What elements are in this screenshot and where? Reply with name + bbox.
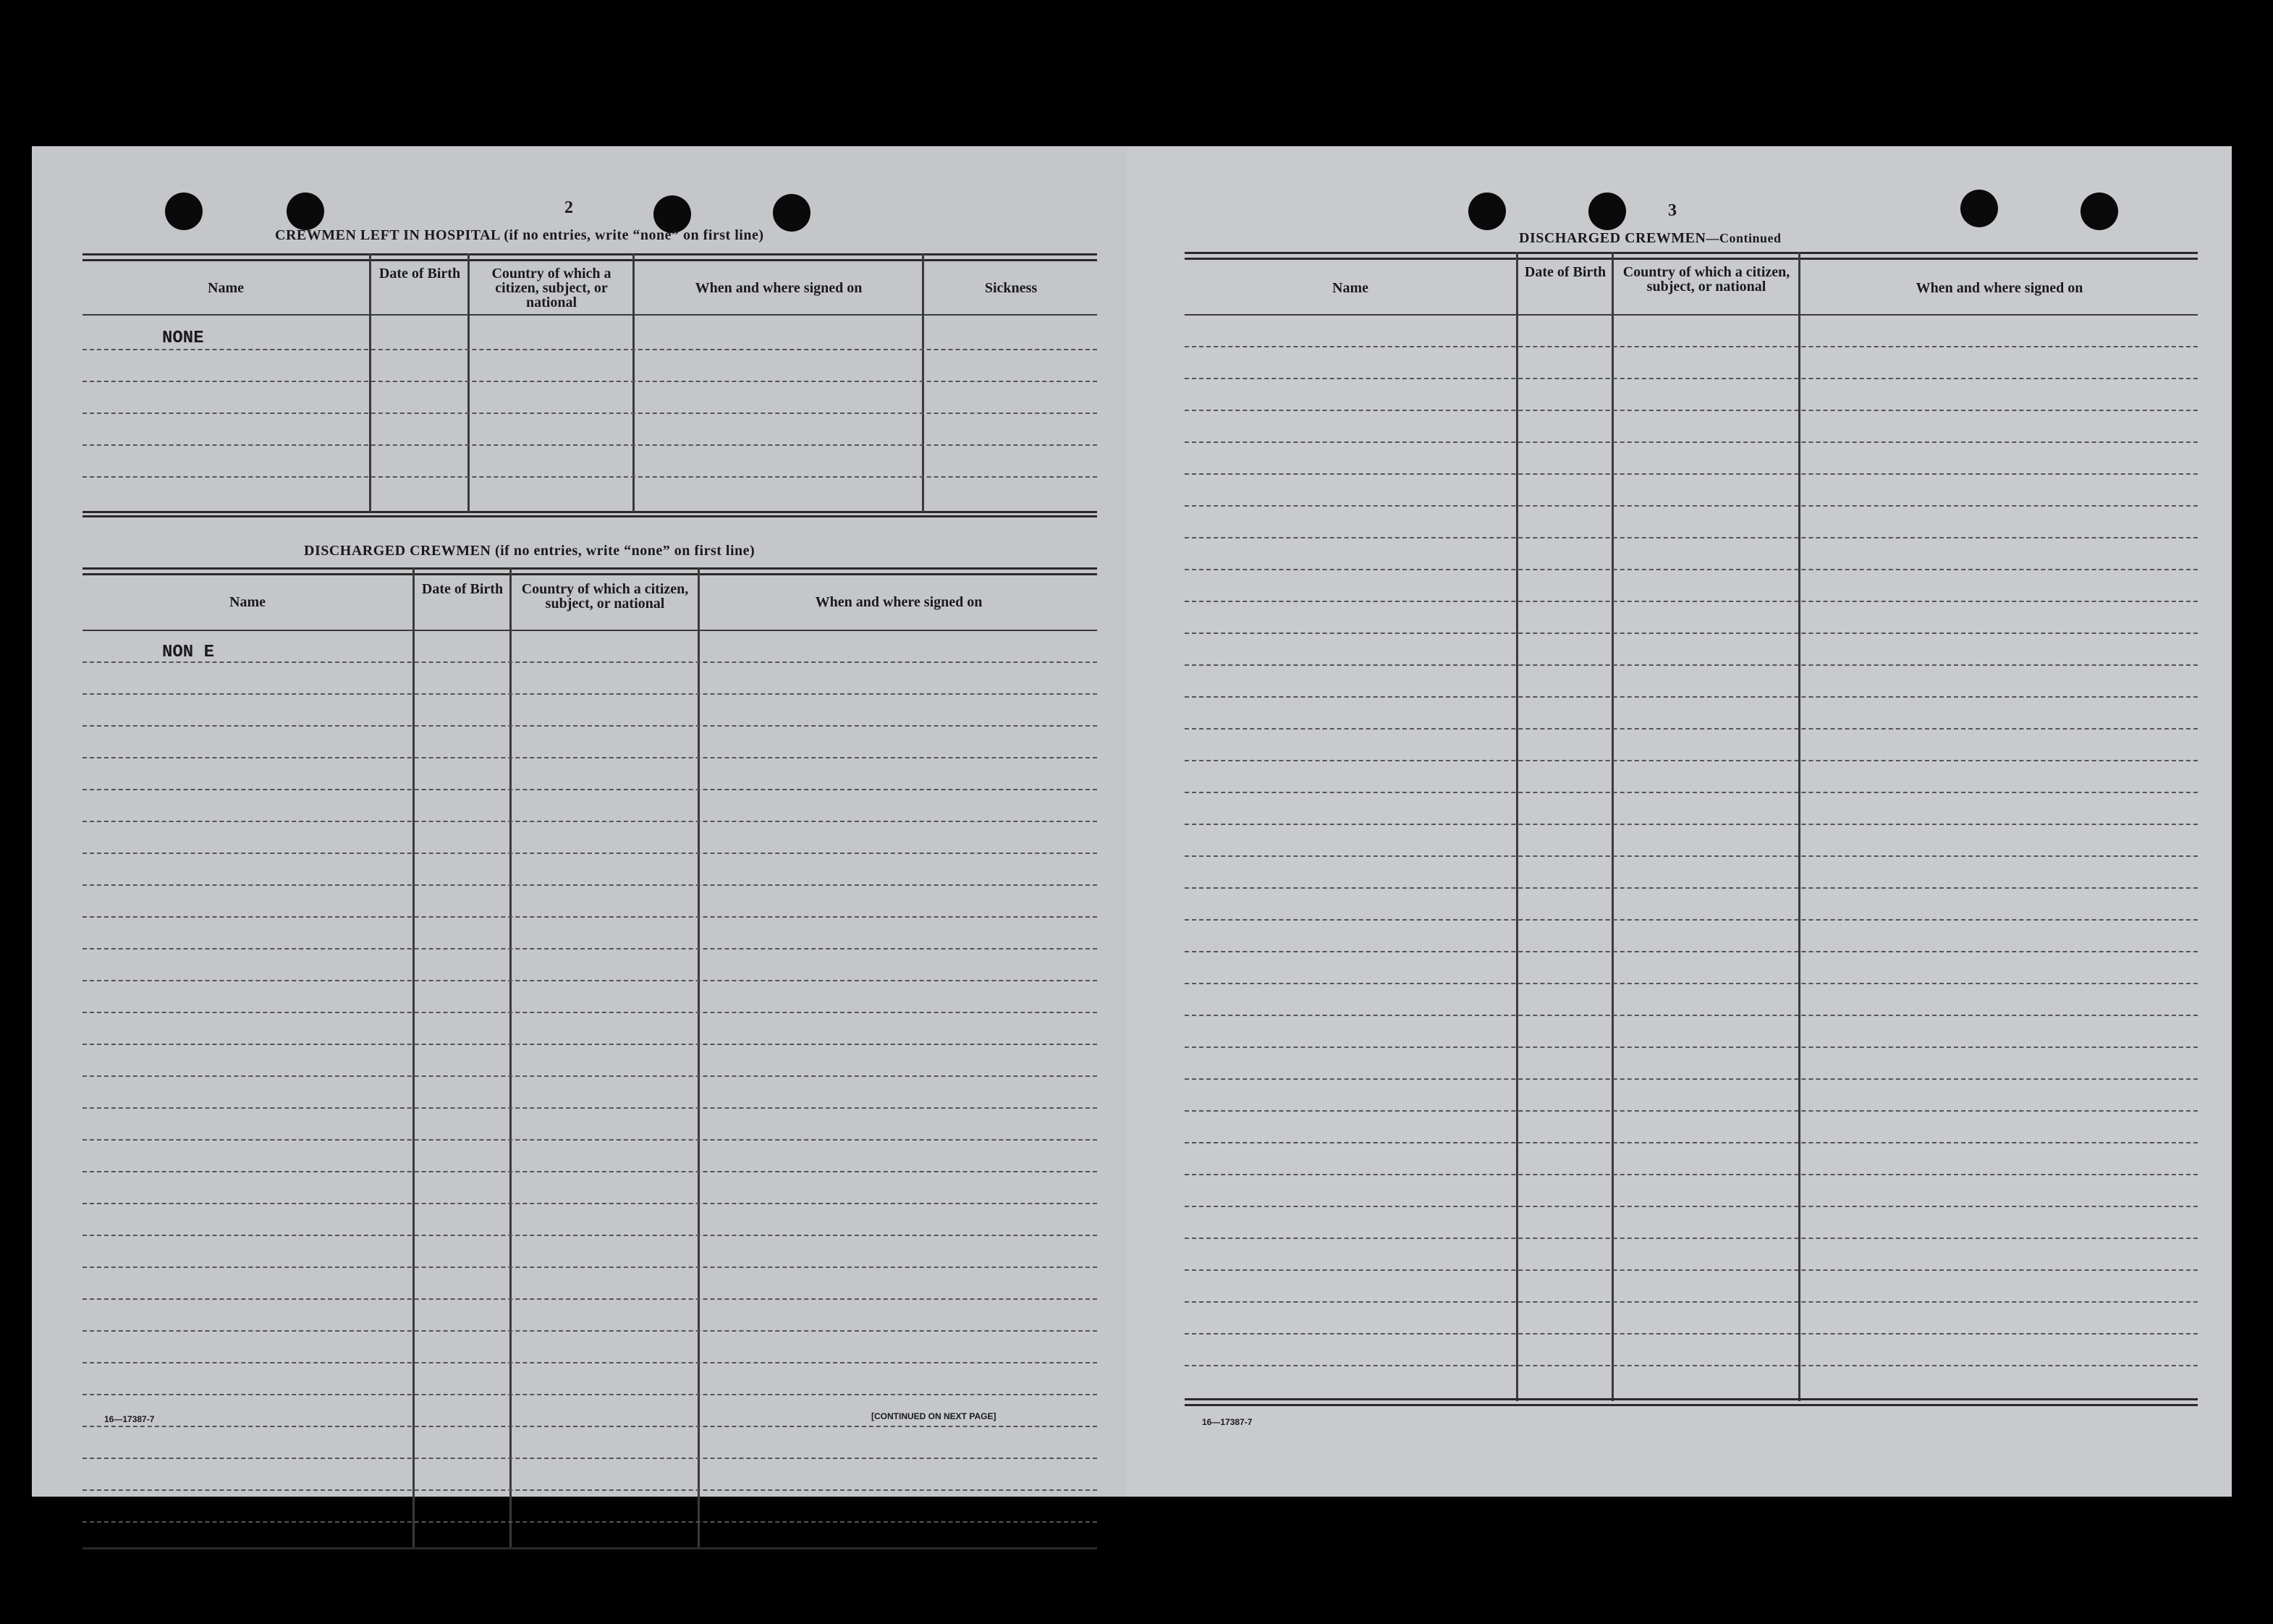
section-heading: DISCHARGED CREWMEN: [1519, 230, 1706, 246]
ruled-line: [1185, 1333, 2198, 1335]
hospital-table: [82, 253, 1097, 520]
ruled-line: [1185, 728, 2198, 729]
ruled-line: [82, 1394, 1097, 1395]
hospital-section-title: [275, 227, 764, 244]
punch-hole: [773, 194, 810, 232]
section-note: (if no entries, write “none” on first line): [504, 227, 764, 243]
ruled-line: [82, 661, 1097, 663]
ruled-line: [1185, 1142, 2198, 1143]
punch-hole: [165, 193, 203, 230]
ruled-line: [1185, 1110, 2198, 1112]
ruled-line: [82, 1171, 1097, 1172]
column-header: When and where signed on: [815, 594, 983, 610]
ruled-line: [82, 1362, 1097, 1363]
ruled-line: [82, 413, 1097, 414]
ruled-line: [1185, 1174, 2198, 1175]
ruled-line: [1185, 1206, 2198, 1207]
ruled-line: [1185, 410, 2198, 411]
section-note: (if no entries, write “none” on first line): [494, 543, 755, 559]
ruled-line: [1185, 983, 2198, 984]
ruled-line: [1185, 792, 2198, 793]
ruled-line: [1185, 696, 2198, 698]
discharged-section-title: [304, 543, 755, 559]
page-number: 2: [564, 198, 573, 217]
ruled-line: [1185, 951, 2198, 952]
column-header: Country of which a citizen, subject, or national: [491, 266, 611, 310]
ruled-line: [82, 1075, 1097, 1077]
column-header: Date of Birth: [421, 581, 504, 597]
discharged-table: [82, 567, 1097, 1555]
page-number: 3: [1668, 201, 1677, 220]
column-header: When and where signed on: [1916, 280, 2083, 296]
table-bottom-rule: [1185, 1398, 2198, 1400]
left-page: [32, 146, 1128, 1497]
column-header: Name: [229, 594, 266, 610]
ruled-line: [82, 1521, 1097, 1523]
ruled-line: [1185, 855, 2198, 857]
section-heading: CREWMEN LEFT IN HOSPITAL: [275, 227, 500, 243]
ruled-line: [82, 789, 1097, 790]
table-bottom-rule: [1185, 1404, 2198, 1406]
form-number: 16—17387-7: [1202, 1417, 1253, 1427]
ruled-line: [82, 1266, 1097, 1268]
ruled-line: [1185, 664, 2198, 666]
punch-hole: [1588, 193, 1626, 230]
section-heading: DISCHARGED CREWMEN: [304, 543, 491, 559]
ruled-line: [82, 444, 1097, 446]
discharged-entry: NON E: [162, 643, 215, 662]
ruled-line: [1185, 1238, 2198, 1239]
punch-hole: [2081, 193, 2118, 230]
ruled-line: [82, 725, 1097, 727]
ruled-line: [82, 948, 1097, 950]
ruled-line: [1185, 919, 2198, 921]
hospital-entry: NONE: [162, 329, 204, 348]
ruled-line: [1185, 601, 2198, 602]
ruled-line: [82, 1330, 1097, 1332]
ruled-line: [1185, 887, 2198, 889]
ruled-line: [1185, 505, 2198, 507]
column-header: Country of which a citizen, subject, or national: [1622, 264, 1790, 295]
ruled-line: [1185, 1046, 2198, 1048]
ruled-line: [82, 349, 1097, 350]
ruled-line: [1185, 1078, 2198, 1080]
ruled-line: [82, 1139, 1097, 1141]
right-page: [1127, 146, 2232, 1497]
column-header: When and where signed on: [695, 280, 863, 296]
ruled-line: [82, 1235, 1097, 1236]
column-header: Name: [208, 280, 244, 296]
ruled-line: [1185, 441, 2198, 443]
table-bottom-rule: [82, 1547, 1097, 1549]
ruled-line: [82, 1489, 1097, 1491]
continued-note: [CONTINUED ON NEXT PAGE]: [871, 1411, 996, 1421]
ruled-line: [1185, 1365, 2198, 1366]
form-number: 16—17387-7: [104, 1414, 155, 1424]
ruled-line: [82, 1107, 1097, 1109]
ruled-line: [1185, 1015, 2198, 1016]
ruled-line: [82, 1458, 1097, 1459]
punch-hole: [1468, 193, 1506, 230]
discharged-continued-table: [1185, 252, 2198, 1555]
ruled-line: [1185, 378, 2198, 379]
ruled-line: [82, 1044, 1097, 1045]
ruled-line: [82, 916, 1097, 918]
ruled-line: [1185, 473, 2198, 475]
ruled-line: [1185, 537, 2198, 538]
ruled-line: [82, 821, 1097, 822]
ruled-line: [82, 1426, 1097, 1427]
ruled-line: [82, 381, 1097, 382]
ruled-line: [82, 884, 1097, 886]
column-header: Date of Birth: [1524, 264, 1607, 280]
ruled-line: [82, 853, 1097, 854]
ruled-line: [82, 1298, 1097, 1300]
ruled-line: [82, 757, 1097, 758]
ruled-line: [82, 1203, 1097, 1204]
ruled-line: [1185, 346, 2198, 347]
ruled-line: [1185, 760, 2198, 761]
ruled-line: [1185, 633, 2198, 634]
right-section-title: [1519, 230, 1782, 247]
ruled-line: [82, 980, 1097, 981]
ruled-line: [1185, 1301, 2198, 1303]
ruled-line: [82, 476, 1097, 478]
ruled-line: [1185, 824, 2198, 825]
ruled-line: [82, 693, 1097, 695]
ruled-line: [1185, 1269, 2198, 1271]
column-header: Date of Birth: [378, 266, 461, 282]
column-header: Country of which a citizen, subject, or national: [521, 581, 689, 612]
continued-label: —Continued: [1706, 231, 1782, 245]
column-header: Sickness: [984, 280, 1038, 296]
ruled-line: [1185, 569, 2198, 570]
column-header: Name: [1332, 280, 1368, 296]
punch-hole: [287, 193, 324, 230]
punch-hole: [1960, 190, 1998, 227]
ruled-line: [82, 1012, 1097, 1013]
